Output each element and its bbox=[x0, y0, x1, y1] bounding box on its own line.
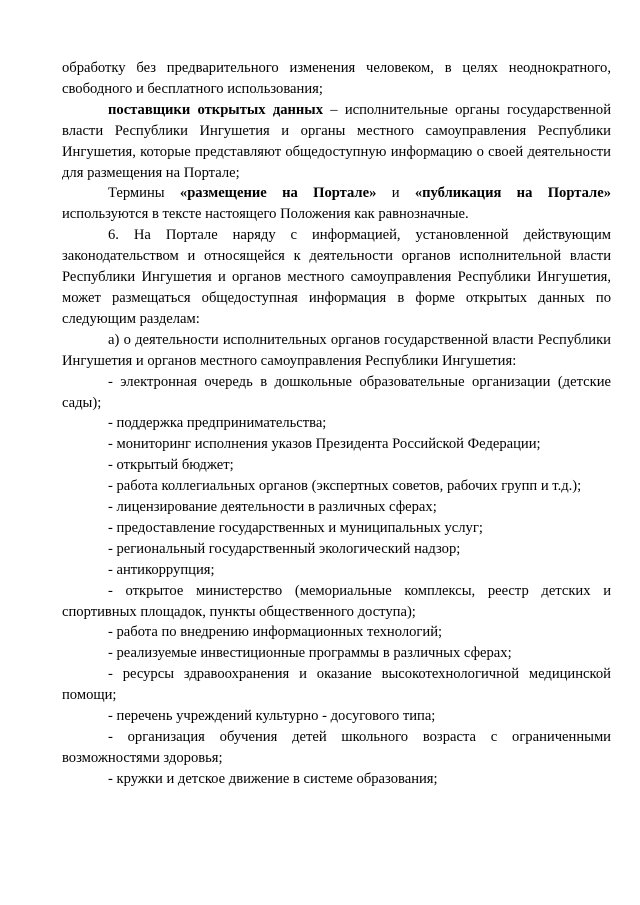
list-item: - электронная очередь в дошкольные образовательные организации (детские сады); bbox=[62, 373, 611, 411]
list-item: - открытый бюджет; bbox=[108, 457, 234, 474]
list-item: - антикоррупция; bbox=[108, 561, 215, 578]
terms-text-c: и bbox=[376, 185, 415, 202]
list-item: - работа по внедрению информационных технологий; bbox=[108, 624, 443, 641]
paragraph-terms bbox=[62, 183, 611, 225]
paragraph-definition-continuation: обработку без предварительного изменения человеком, в целях неоднократного, свободного и бесплатного использования; bbox=[62, 60, 611, 97]
list-item: - перечень учреждений культурно - досугового типа; bbox=[108, 708, 436, 725]
paragraph-data-providers bbox=[62, 100, 611, 184]
list-item: - поддержка предпринимательства; bbox=[108, 415, 327, 432]
list-item: - лицензирование деятельности в различных сферах; bbox=[108, 499, 437, 516]
term-publication: «публикация на Портале» bbox=[414, 185, 612, 202]
terms-text-a: Термины bbox=[108, 185, 180, 202]
paragraph-section-6: 6. На Портале наряду с информацией, установленной действующим законодательством и относящейся к деятельности органов исполнительной власти Республики Ингушетия и органов местного самоуправления Республики Ингушетия, может размещаться общедоступная информация в форме открытых данных по следующим разделам: bbox=[62, 227, 611, 327]
list-item: - открытое министерство (мемориальные комплексы, реестр детских и спортивных площадок, пункты общественного доступа); bbox=[62, 582, 611, 620]
term-data-providers: поставщики открытых данных bbox=[108, 101, 324, 118]
list-item: - реализуемые инвестиционные программы в различных сферах; bbox=[108, 645, 512, 662]
list-item: - организация обучения детей школьного возраста с ограниченными возможностями здоровья; bbox=[62, 729, 611, 766]
definition-data-providers: – исполнительные органы государственной власти Республики Ингушетия и органы местного самоуправления Республики Ингушетия, которые представляют общедоступную информацию о своей деятельности для размещения на Портале; bbox=[62, 101, 612, 181]
document-page bbox=[62, 58, 611, 790]
list-item: - мониторинг исполнения указов Президента Российской Федерации; bbox=[108, 436, 541, 453]
terms-text-d: используются в тексте настоящего Положения как равнозначные. bbox=[62, 206, 469, 223]
list-of-sections bbox=[62, 372, 611, 790]
list-item: - работа коллегиальных органов (экспертных советов, рабочих групп и т.д.); bbox=[108, 478, 582, 495]
paragraph-subsection-a: а) о деятельности исполнительных органов государственной власти Республики Ингушетия и органов местного самоуправления Республики Ингушетия: bbox=[62, 331, 611, 369]
list-item: - предоставление государственных и муниципальных услуг; bbox=[108, 519, 483, 536]
list-item: - региональный государственный экологический надзор; bbox=[108, 540, 461, 557]
list-item: - кружки и детское движение в системе образования; bbox=[108, 770, 438, 787]
term-placement: «размещение на Портале» bbox=[179, 185, 377, 202]
list-item: - ресурсы здравоохранения и оказание высокотехнологичной медицинской помощи; bbox=[62, 666, 611, 704]
